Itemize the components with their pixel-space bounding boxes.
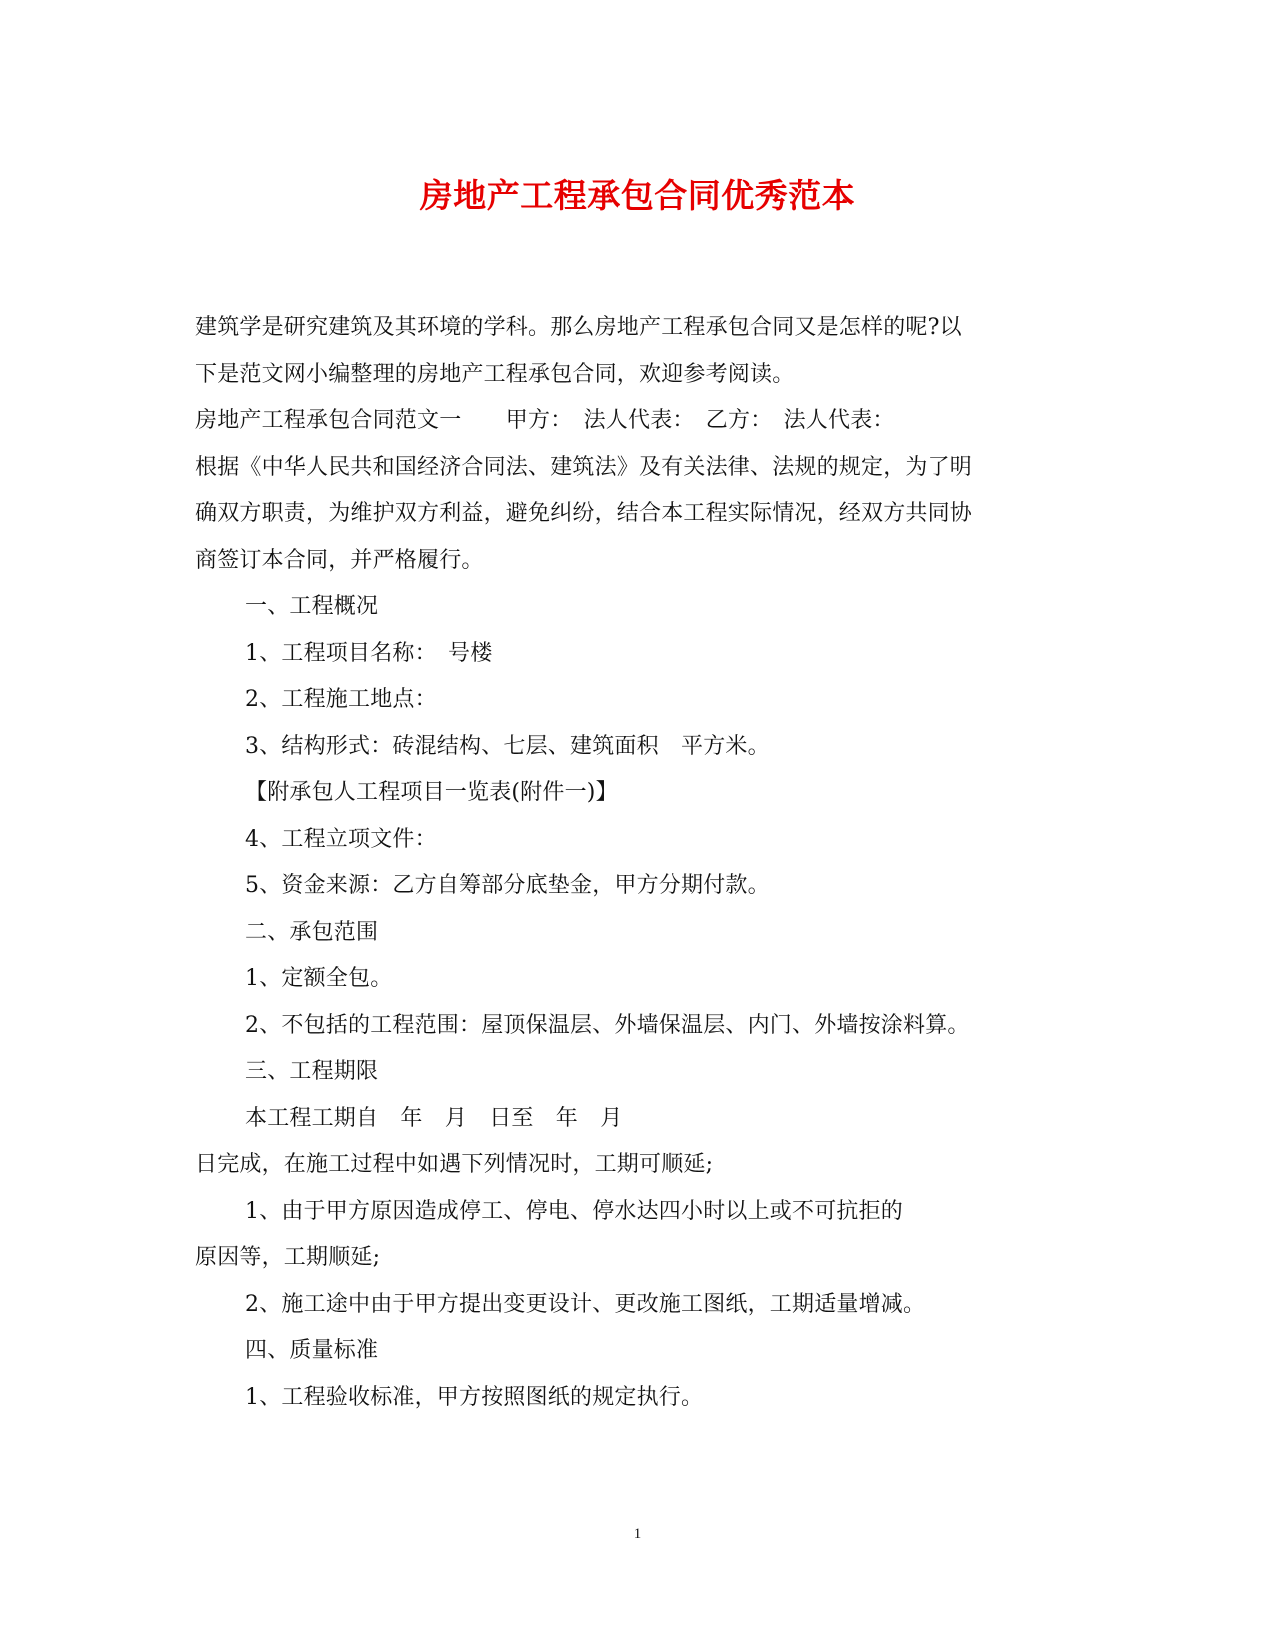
paragraph-line: 原因等，工期顺延; <box>195 1245 381 1270</box>
paragraph-line: 下是范文网小编整理的房地产工程承包合同，欢迎参考阅读。 <box>195 362 795 387</box>
list-item: 2、不包括的工程范围：屋顶保温层、外墙保温层、内门、外墙按涂料算。 <box>245 1013 970 1038</box>
paragraph-line: 商签订本合同，并严格履行。 <box>195 548 484 573</box>
paragraph-line: 日完成，在施工过程中如遇下列情况时，工期可顺延; <box>195 1152 714 1177</box>
paragraph-line: 房地产工程承包合同范文一 甲方： 法人代表： 乙方： 法人代表： <box>195 408 895 433</box>
list-item: 2、工程施工地点： <box>245 687 437 712</box>
page-title: 房地产工程承包合同优秀范本 <box>419 176 856 215</box>
section-heading: 三、工程期限 <box>245 1059 379 1084</box>
section-heading: 一、工程概况 <box>245 594 379 619</box>
paragraph-line: 确双方职责，为维护双方利益，避免纠纷，结合本工程实际情况，经双方共同协 <box>195 501 973 526</box>
list-item: 1、工程项目名称： 号楼 <box>245 641 493 666</box>
section-heading: 二、承包范围 <box>245 920 379 945</box>
list-item: 4、工程立项文件： <box>245 827 437 852</box>
section-heading: 四、质量标准 <box>245 1338 379 1363</box>
list-item: 1、定额全包。 <box>245 966 393 991</box>
list-item: 1、工程验收标准，甲方按照图纸的规定执行。 <box>245 1385 704 1410</box>
attachment-note: 【附承包人工程项目一览表(附件一)】 <box>245 780 618 805</box>
paragraph-line: 本工程工期自 年 月 日至 年 月 <box>245 1106 623 1131</box>
paragraph-line: 根据《中华人民共和国经济合同法、建筑法》及有关法律、法规的规定，为了明 <box>195 455 973 480</box>
list-item: 3、结构形式：砖混结构、七层、建筑面积 平方米。 <box>245 734 770 759</box>
list-item: 2、施工途中由于甲方提出变更设计、更改施工图纸，工期适量增减。 <box>245 1292 926 1317</box>
list-item: 5、资金来源：乙方自筹部分底垫金，甲方分期付款。 <box>245 873 770 898</box>
paragraph-line: 建筑学是研究建筑及其环境的学科。那么房地产工程承包合同又是怎样的呢?以 <box>195 315 962 340</box>
list-item: 1、由于甲方原因造成停工、停电、停水达四小时以上或不可抗拒的 <box>245 1199 903 1224</box>
page-number: 1 <box>633 1526 642 1542</box>
